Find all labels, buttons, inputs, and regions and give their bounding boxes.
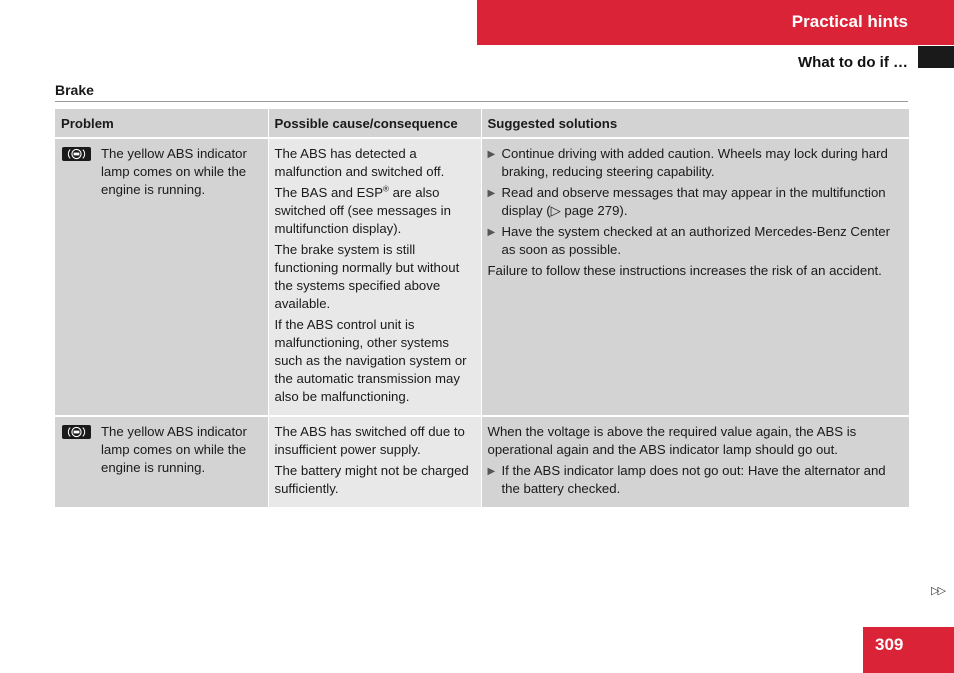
column-header-solutions: Suggested solutions xyxy=(481,109,909,138)
column-header-cause: Possible cause/consequence xyxy=(268,109,481,138)
cause-paragraph: If the ABS control unit is malfunctioning, other systems such as the navigation system or the automatic transmission may also be malfunctioning. xyxy=(274,317,467,404)
bullet-arrow-icon: ▶ xyxy=(487,149,496,160)
cause-paragraph: The ABS has switched off due to insufficient power supply. xyxy=(274,424,465,457)
cause-paragraph: The BAS and ESP® are also switched off (see messages in multifunction display). xyxy=(274,184,451,236)
problem-cell xyxy=(55,138,268,416)
brake-troubleshooting-table xyxy=(55,109,909,509)
section-heading: Brake xyxy=(55,82,94,98)
abs-warning-lamp-icon xyxy=(62,147,91,161)
cause-cell xyxy=(268,138,481,416)
page-number: 309 xyxy=(875,635,904,654)
page-reference-link[interactable]: ▷ page 279 xyxy=(550,203,620,218)
solution-item: ▶ Continue driving with added caution. Wheels may lock during hard braking, reducing steering capability. xyxy=(487,146,888,179)
cause-paragraph: The battery might not be charged sufficiently. xyxy=(274,463,469,496)
cause-paragraph: The ABS has detected a malfunction and switched off. xyxy=(274,146,445,179)
cause-cell xyxy=(268,416,481,508)
table-header-row xyxy=(55,109,909,138)
continued-arrows-icon: ▷▷ xyxy=(931,585,944,597)
chapter-title: Practical hints xyxy=(791,12,908,31)
problem-cell xyxy=(55,416,268,508)
section-subtitle: What to do if … xyxy=(798,54,908,71)
problem-text: The yellow ABS indicator lamp comes on while the engine is running. xyxy=(101,424,247,475)
page-number-box xyxy=(863,627,954,673)
table-row xyxy=(55,138,909,416)
solution-item: ▶ If the ABS indicator lamp does not go out: Have the alternator and the battery checked. xyxy=(487,463,886,496)
bullet-arrow-icon: ▶ xyxy=(487,227,496,238)
solution-note: Failure to follow these instructions increases the risk of an accident. xyxy=(487,263,882,278)
section-divider xyxy=(55,101,908,102)
table-row xyxy=(55,416,909,508)
solution-note: When the voltage is above the required value again, the ABS is operational again and the ABS indicator lamp should go out. xyxy=(487,424,857,457)
solutions-cell xyxy=(481,416,909,508)
problem-text: The yellow ABS indicator lamp comes on while the engine is running. xyxy=(101,146,247,197)
thumb-tab-marker xyxy=(918,46,954,68)
registered-mark: ® xyxy=(383,184,389,194)
abs-warning-lamp-icon xyxy=(62,425,91,439)
solution-item: ▶ Have the system checked at an authorized Mercedes-Benz Center as soon as possible. xyxy=(487,224,890,257)
bullet-arrow-icon: ▶ xyxy=(487,466,496,477)
cause-paragraph: The brake system is still functioning normally but without the systems specified above available. xyxy=(274,242,460,311)
chapter-header-bar xyxy=(477,0,954,45)
solution-item: ▶ Read and observe messages that may appear in the multifunction display (▷ page 279). xyxy=(487,185,886,218)
solutions-cell xyxy=(481,138,909,416)
column-header-problem: Problem xyxy=(55,109,268,138)
bullet-arrow-icon: ▶ xyxy=(487,188,496,199)
